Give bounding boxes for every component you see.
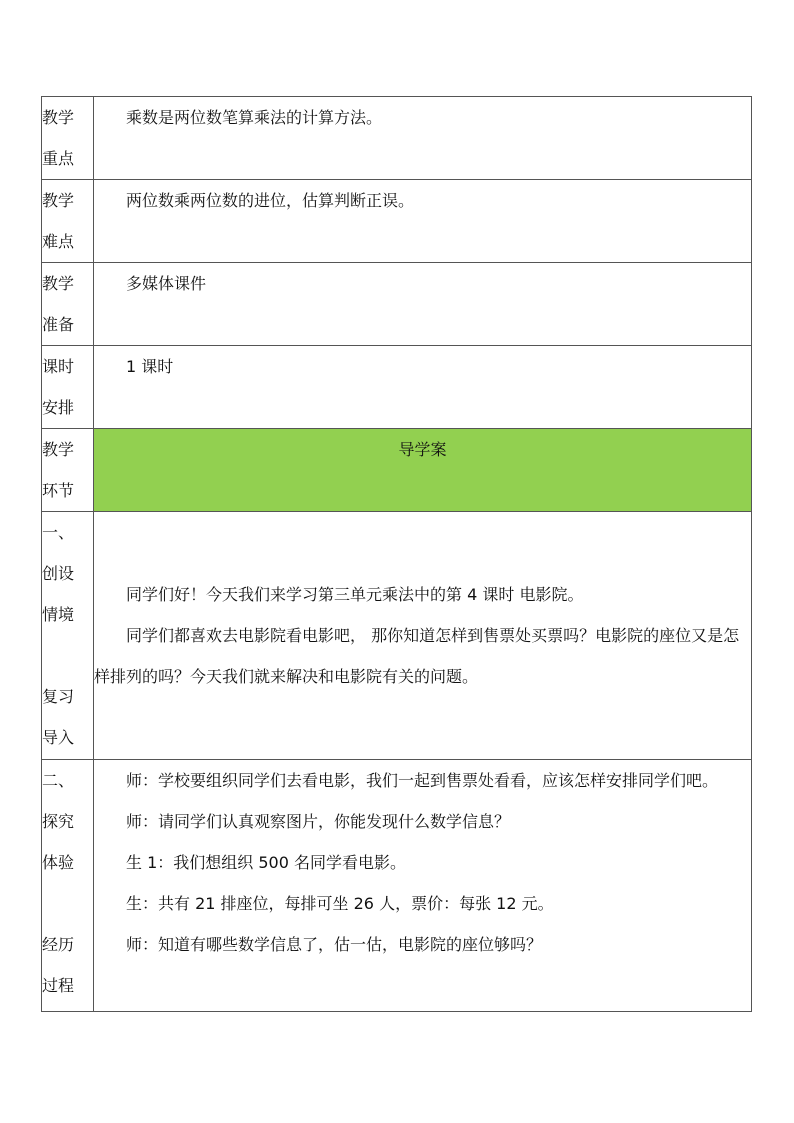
label-line: 课时 bbox=[42, 357, 75, 376]
row-schedule bbox=[42, 346, 752, 429]
label-line: 教学 bbox=[42, 440, 75, 459]
lesson-plan-sheet bbox=[41, 96, 752, 1012]
label-spacer bbox=[42, 883, 93, 924]
guide-plan-title: 导学案 bbox=[398, 440, 447, 459]
row-content bbox=[94, 263, 752, 346]
label-line: 探究 bbox=[42, 812, 75, 831]
section-content bbox=[94, 512, 752, 760]
lesson-plan-table bbox=[41, 96, 752, 1012]
label-line: 复习 bbox=[42, 687, 75, 706]
row-content bbox=[94, 180, 752, 263]
row-label bbox=[42, 97, 94, 180]
section-label bbox=[42, 512, 94, 760]
label-line: 情境 bbox=[42, 605, 75, 624]
row-label bbox=[42, 263, 94, 346]
label-line: 教学 bbox=[42, 274, 75, 293]
label-line: 环节 bbox=[42, 481, 75, 500]
paragraph: 同学们好！今天我们来学习第三单元乘法中的第 4 课时 电影院。 bbox=[126, 585, 584, 604]
row-teaching-stage bbox=[42, 429, 752, 512]
label-line: 二、 bbox=[42, 771, 75, 790]
paragraph: 师：学校要组织同学们去看电影，我们一起到售票处看看，应该怎样安排同学们吧。 bbox=[126, 771, 719, 790]
paragraph: 同学们都喜欢去电影院看电影吧， 那你知道怎样到售票处买票吗？电影院的座位又是怎样排列的吗？今天我们就来解决和电影院有关的问题。 bbox=[94, 626, 740, 686]
row-content bbox=[94, 346, 752, 429]
row-difficulties bbox=[42, 180, 752, 263]
label-line: 创设 bbox=[42, 564, 75, 583]
row-label bbox=[42, 429, 94, 512]
label-line: 准备 bbox=[42, 315, 75, 334]
label-line: 重点 bbox=[42, 149, 75, 168]
content-text: 1 课时 bbox=[126, 357, 174, 376]
section-label bbox=[42, 760, 94, 1012]
row-label bbox=[42, 346, 94, 429]
label-spacer bbox=[42, 635, 93, 676]
row-content bbox=[94, 97, 752, 180]
label-line: 过程 bbox=[42, 976, 75, 995]
paragraph: 师：请同学们认真观察图片，你能发现什么数学信息？ bbox=[126, 812, 511, 831]
content-text: 多媒体课件 bbox=[126, 274, 207, 293]
content-text: 乘数是两位数笔算乘法的计算方法。 bbox=[126, 108, 383, 127]
section-content bbox=[94, 760, 752, 1012]
label-line: 安排 bbox=[42, 398, 75, 417]
label-line: 体验 bbox=[42, 853, 75, 872]
content-text: 两位数乘两位数的进位，估算判断正误。 bbox=[126, 191, 415, 210]
label-line: 难点 bbox=[42, 232, 75, 251]
row-key-points bbox=[42, 97, 752, 180]
label-line: 教学 bbox=[42, 191, 75, 210]
guide-plan-header bbox=[94, 429, 752, 512]
row-label bbox=[42, 180, 94, 263]
paragraph: 生 1：我们想组织 500 名同学看电影。 bbox=[126, 853, 406, 872]
paragraph: 生：共有 21 排座位，每排可坐 26 人，票价：每张 12 元。 bbox=[126, 894, 554, 913]
section-explore bbox=[42, 760, 752, 1012]
label-line: 经历 bbox=[42, 935, 75, 954]
label-line: 教学 bbox=[42, 108, 75, 127]
section-intro bbox=[42, 512, 752, 760]
paragraph: 师：知道有哪些数学信息了，估一估，电影院的座位够吗？ bbox=[126, 935, 543, 954]
row-preparation bbox=[42, 263, 752, 346]
label-line: 一、 bbox=[42, 523, 75, 542]
label-line: 导入 bbox=[42, 728, 75, 747]
